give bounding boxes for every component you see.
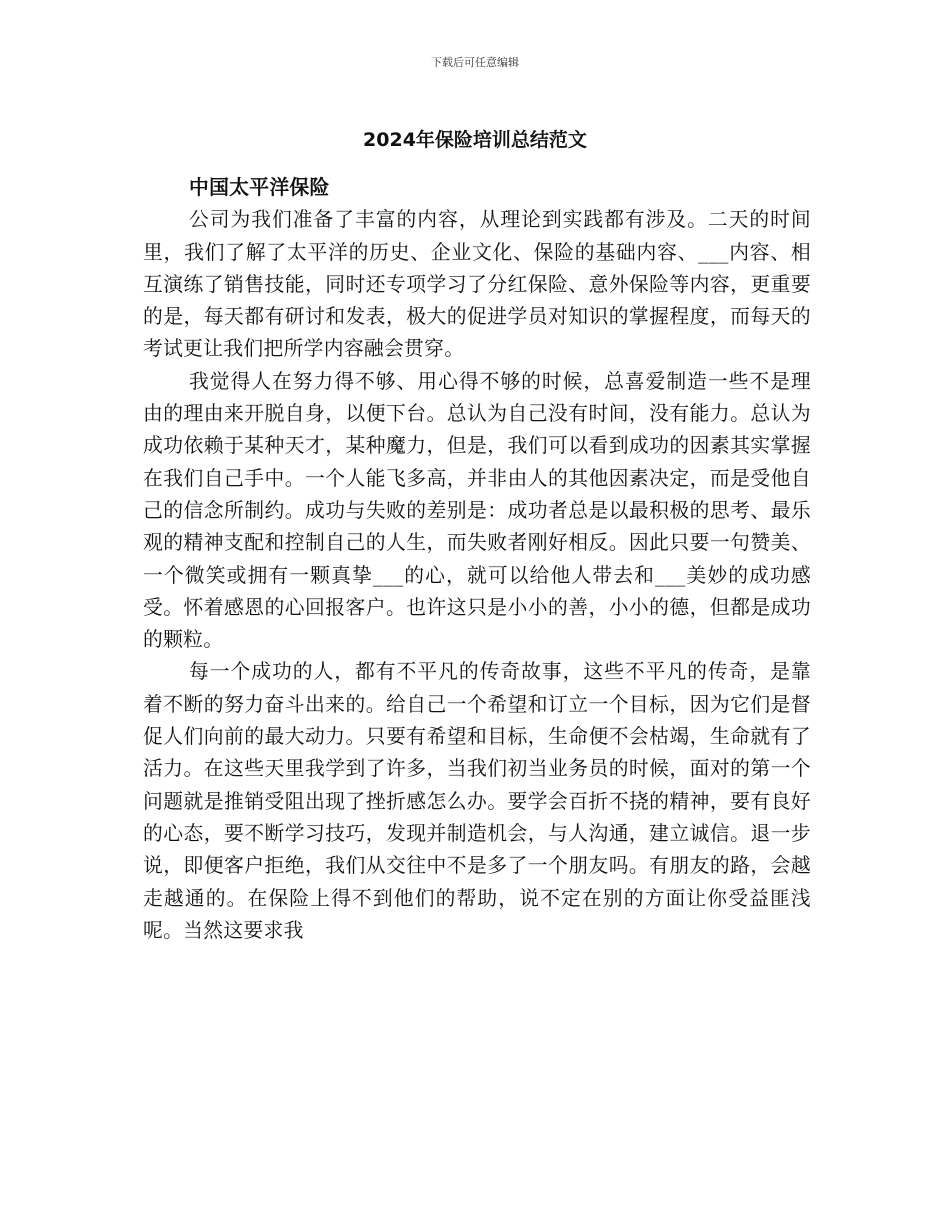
paragraph-2: 我觉得人在努力得不够、用心得不够的时候，总喜爱制造一些不是理由的理由来开脱自身，以便下台。总认为自己没有时间，没有能力。总认为成功依赖于某种天才，某种魔力，但是，我们可以看到成功的因素其实掌握在我们自己手中。一个人能飞多高，并非由人的其他因素决定，而是受他自己的信念所制约。成功与失败的差别是：成功者总是以最积极的思考、最乐观的精神支配和控制自己的人生，而失败者刚好相反。因此只要一句赞美、一个微笑或拥有一颗真挚___的心，就可以给他人带去和___美妙的成功感受。怀着感恩的心回报客户。也许这只是小小的善，小小的德，但都是成功的颗粒。 bbox=[143, 369, 811, 652]
page-header: 下载后可任意编辑 bbox=[431, 56, 519, 69]
paragraph-3: 每一个成功的人，都有不平凡的传奇故事，这些不平凡的传奇，是靠着不断的努力奋斗出来的。给自己一个希望和订立一个目标，因为它们是督促人们向前的最大动力。只要有希望和目标，生命便不会枯竭，生命就有了活力。在这些天里我学到了许多，当我们初当业务员的时候，面对的第一个问题就是推销受阻出现了挫折感怎么办。要学会百折不挠的精神，要有良好的心态，要不断学习技巧，发现并制造机会，与人沟通，建立诚信。退一步说，即便客户拒绝，我们从交往中不是多了一个朋友吗。有朋友的路，会越走越通的。在保险上得不到他们的帮助，说不定在别的方面让你受益匪浅呢。当然这要求我 bbox=[143, 660, 811, 942]
document-body bbox=[143, 172, 811, 947]
document-title: 2024年保险培训总结范文 bbox=[363, 129, 587, 151]
section-heading: 中国太平洋保险 bbox=[189, 176, 330, 199]
paragraph-1: 公司为我们准备了丰富的内容，从理论到实践都有涉及。二天的时间里，我们了解了太平洋的历史、企业文化、保险的基础内容、___内容、相互演练了销售技能，同时还专项学习了分红保险、意外保险等内容，更重要的是，每天都有研讨和发表，极大的促进学员对知识的掌握程度，而每天的考试更让我们把所学内容融会贯穿。 bbox=[143, 208, 811, 361]
